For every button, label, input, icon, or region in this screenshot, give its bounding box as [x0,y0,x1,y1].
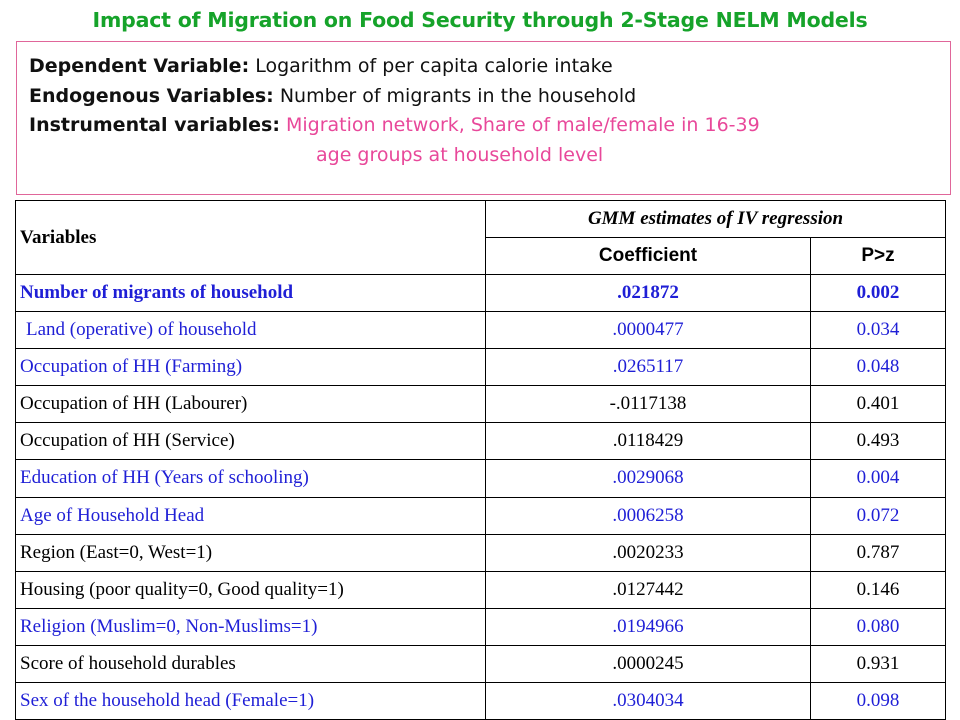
dependent-variable-label: Dependent Variable: [29,55,250,77]
variable-cell: Housing (poor quality=0, Good quality=1) [16,571,486,608]
table-row [16,608,946,645]
coefficient-cell: .0127442 [486,571,811,608]
table-row [16,275,946,312]
endogenous-variables-label: Endogenous Variables: [29,84,274,107]
dependent-variable-line [29,52,950,82]
endogenous-variables-value: Number of migrants in the household [279,84,637,107]
table-row [16,312,946,349]
p-value-cell: 0.048 [811,349,946,386]
table-row [16,460,946,497]
variable-cell: Occupation of HH (Service) [16,423,486,460]
dependent-variable-value: Logarithm of per capita calorie intake [255,55,613,77]
coefficient-cell: .0118429 [486,423,811,460]
variables-header: Variables [16,201,486,275]
coefficient-cell: -.0117138 [486,386,811,423]
coefficient-cell: .0265117 [486,349,811,386]
variable-cell: Occupation of HH (Labourer) [16,386,486,423]
instrumental-variables-label: Instrumental variables: [29,114,280,136]
regression-table [15,200,946,720]
coefficient-cell: .0000245 [486,645,811,682]
p-value-cell: 0.401 [811,386,946,423]
variable-cell: Age of Household Head [16,497,486,534]
variable-cell: Occupation of HH (Farming) [16,349,486,386]
p-value-cell: 0.493 [811,423,946,460]
variable-cell: Score of household durables [16,645,486,682]
variable-cell: Education of HH (Years of schooling) [16,460,486,497]
variable-cell: Sex of the household head (Female=1) [16,682,486,719]
instrumental-variables-value: Migration network, Share of male/female in 16-39 [286,114,760,136]
coefficient-cell: .0304034 [486,682,811,719]
table-row [16,682,946,719]
instrumental-variables-line [29,111,950,141]
p-value-cell: 0.004 [811,460,946,497]
table-row [16,497,946,534]
table-row [16,349,946,386]
p-value-cell: 0.787 [811,534,946,571]
slide-title: Impact of Migration on Food Security through 2-Stage NELM Models [92,8,868,32]
instrumental-variables-value-cont: age groups at household level [316,143,604,166]
endogenous-variables-line [29,82,950,112]
p-value-header: P>z [811,238,946,275]
p-value-cell: 0.146 [811,571,946,608]
model-info-box [16,41,951,195]
table-row [16,571,946,608]
coefficient-cell: .0006258 [486,497,811,534]
table-row [16,386,946,423]
table-row [16,534,946,571]
coefficient-cell: .0029068 [486,460,811,497]
variable-cell: Religion (Muslim=0, Non-Muslims=1) [16,608,486,645]
coefficient-cell: .0020233 [486,534,811,571]
coefficient-header: Coefficient [486,238,811,275]
coefficient-cell: .0000477 [486,312,811,349]
p-value-cell: 0.034 [811,312,946,349]
variable-cell: Number of migrants of household [16,275,486,312]
p-value-cell: 0.080 [811,608,946,645]
p-value-cell: 0.931 [811,645,946,682]
gmm-header: GMM estimates of IV regression [486,201,946,238]
table-row [16,423,946,460]
variable-cell: Land (operative) of household [16,312,486,349]
table-header-row [16,201,946,238]
instrumental-variables-continuation [29,141,950,171]
p-value-cell: 0.002 [811,275,946,312]
coefficient-cell: .021872 [486,275,811,312]
table-row [16,645,946,682]
p-value-cell: 0.072 [811,497,946,534]
variable-cell: Region (East=0, West=1) [16,534,486,571]
coefficient-cell: .0194966 [486,608,811,645]
p-value-cell: 0.098 [811,682,946,719]
